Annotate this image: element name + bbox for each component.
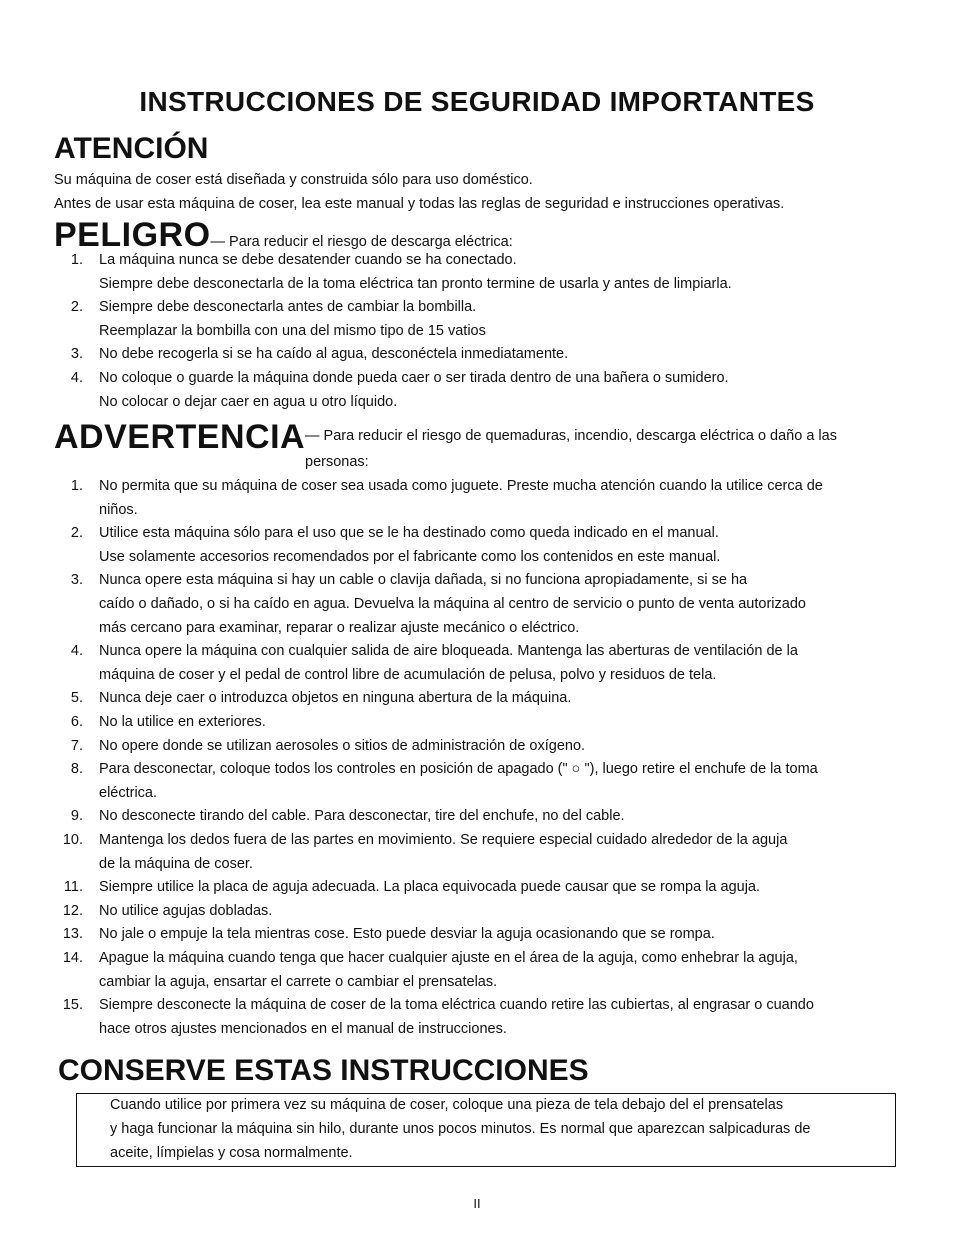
list-item-text: Apague la máquina cuando tenga que hacer cualquier ajuste en el área de la aguja, como enhebrar la aguja, [99,950,798,966]
list-item-number: 14. [62,950,83,966]
list-item-text: más cercano para examinar, reparar o realizar ajuste mecánico o eléctrico. [99,619,580,636]
list-item-text: No desconecte tirando del cable. Para desconectar, tire del enchufe, no del cable. [99,808,625,825]
list-item-text: eléctrica. [99,784,158,801]
list-item-number: 7. [70,737,83,754]
page-number: II [473,1196,481,1211]
list-item-text: No opere donde se utilizan aerosoles o sitios de administración de oxígeno. [99,737,586,754]
list-item-text: cambiar la aguja, ensartar el carrete o cambiar el prensatelas. [99,973,498,990]
list-item-text: Nunca deje caer o introduzca objetos en ninguna abertura de la máquina. [99,690,572,707]
advertencia-subheading-2: personas: [305,454,369,470]
list-item-number: 4. [70,643,83,660]
list-item-number: 8. [70,761,83,778]
peligro-subheading: — Para reducir el riesgo de descarga eléctrica: [210,234,513,250]
list-item-number: 12. [62,902,83,919]
list-item-number: 4. [70,370,83,386]
list-item-text: Siempre utilice la placa de aguja adecuada. La placa equivocada puede causar que se rompa la aguja. [99,879,761,896]
conserve-line-1: Cuando utilice por primera vez su máquina de coser, coloque una pieza de tela debajo del el prensatelas [110,1097,784,1113]
conserve-heading: CONSERVE ESTAS INSTRUCCIONES [58,1054,589,1087]
list-item-number: 2. [70,525,83,542]
advertencia-subheading: — Para reducir el riesgo de quemaduras, incendio, descarga eléctrica o daño a las [305,428,837,444]
list-item-text: Mantenga los dedos fuera de las partes en movimiento. Se requiere especial cuidado alrededor de la aguja [99,832,788,848]
list-item-number: 1. [70,252,83,268]
list-item-text: Para desconectar, coloque todos los controles en posición de apagado (" ○ "), luego retire el enchufe de la toma [99,761,818,778]
list-item-text: hace otros ajustes mencionados en el manual de instrucciones. [99,1020,507,1037]
list-item-text: niños. [99,501,138,518]
list-item-number: 3. [70,572,83,589]
list-item-text: Siempre debe desconectarla de la toma eléctrica tan pronto termine de usarla y antes de limpiarla. [99,275,732,292]
list-item-text: No utilice agujas dobladas. [99,902,273,919]
list-item-text: Nunca opere la máquina con cualquier salida de aire bloqueada. Mantenga las aberturas de ventilación de la [99,643,798,660]
advertencia-heading-row [54,418,305,457]
conserve-line-2: y haga funcionar la máquina sin hilo, durante unos pocos minutos. Es normal que aparezcan salpicaduras de [110,1121,811,1137]
list-item-text: caído o dañado, o si ha caído en agua. Devuelva la máquina al centro de servicio o punto de venta autorizado [99,596,806,612]
list-item-number: 13. [62,926,83,943]
list-item-text: No debe recogerla si se ha caído al agua, desconéctela inmediatamente. [99,346,569,363]
list-item-number: 15. [62,997,83,1014]
atencion-line-2: Antes de usar esta máquina de coser, lea este manual y todas las reglas de seguridad e instrucciones operativas. [54,196,785,212]
list-item-text: Utilice esta máquina sólo para el uso que se le ha destinado como queda indicado en el manual. [99,525,719,542]
atencion-line-1: Su máquina de coser está diseñada y construida sólo para uso doméstico. [54,172,533,188]
atencion-heading: ATENCIÓN [54,132,209,165]
list-item-number: 6. [70,714,83,730]
list-item-text: No permita que su máquina de coser sea usada como juguete. Preste mucha atención cuando la utilice cerca de [99,478,823,494]
list-item-text: Siempre debe desconectarla antes de cambiar la bombilla. [99,299,477,316]
peligro-heading: PELIGRO [54,216,211,254]
peligro-heading-row [54,216,513,255]
list-item-text: No coloque o guarde la máquina donde pueda caer o ser tirada dentro de una bañera o sumidero. [99,370,729,386]
list-item-text: Reemplazar la bombilla con una del mismo tipo de 15 vatios [99,322,486,339]
list-item-text: No colocar o dejar caer en agua u otro líquido. [99,393,398,410]
list-item-text: Use solamente accesorios recomendados por el fabricante como los contenidos en este manual. [99,548,721,565]
list-item-number: 2. [70,299,83,316]
list-item-text: No jale o empuje la tela mientras cose. Esto puede desviar la aguja ocasionando que se rompa. [99,926,715,943]
list-item-number: 11. [63,879,83,896]
conserve-line-3: aceite, límpielas y cosa normalmente. [110,1145,353,1161]
list-item-number: 9. [70,808,83,825]
list-item-number: 5. [70,690,83,707]
list-item-text: Nunca opere esta máquina si hay un cable o clavija dañada, si no funciona apropiadamente, si se ha [99,572,748,589]
page-title: INSTRUCCIONES DE SEGURIDAD IMPORTANTES [139,86,815,117]
list-item-number: 3. [70,346,83,363]
list-item-text: No la utilice en exteriores. [99,714,266,730]
advertencia-heading: ADVERTENCIA [54,418,306,456]
list-item-text: máquina de coser y el pedal de control libre de acumulación de pelusa, polvo y residuos de tela. [99,666,717,683]
list-item-text: Siempre desconecte la máquina de coser de la toma eléctrica cuando retire las cubiertas, al engrasar o cuando [99,997,814,1014]
list-item-text: La máquina nunca se debe desatender cuando se ha conectado. [99,252,517,268]
list-item-number: 10. [62,832,83,848]
list-item-text: de la máquina de coser. [99,855,253,872]
list-item-number: 1. [70,478,83,494]
